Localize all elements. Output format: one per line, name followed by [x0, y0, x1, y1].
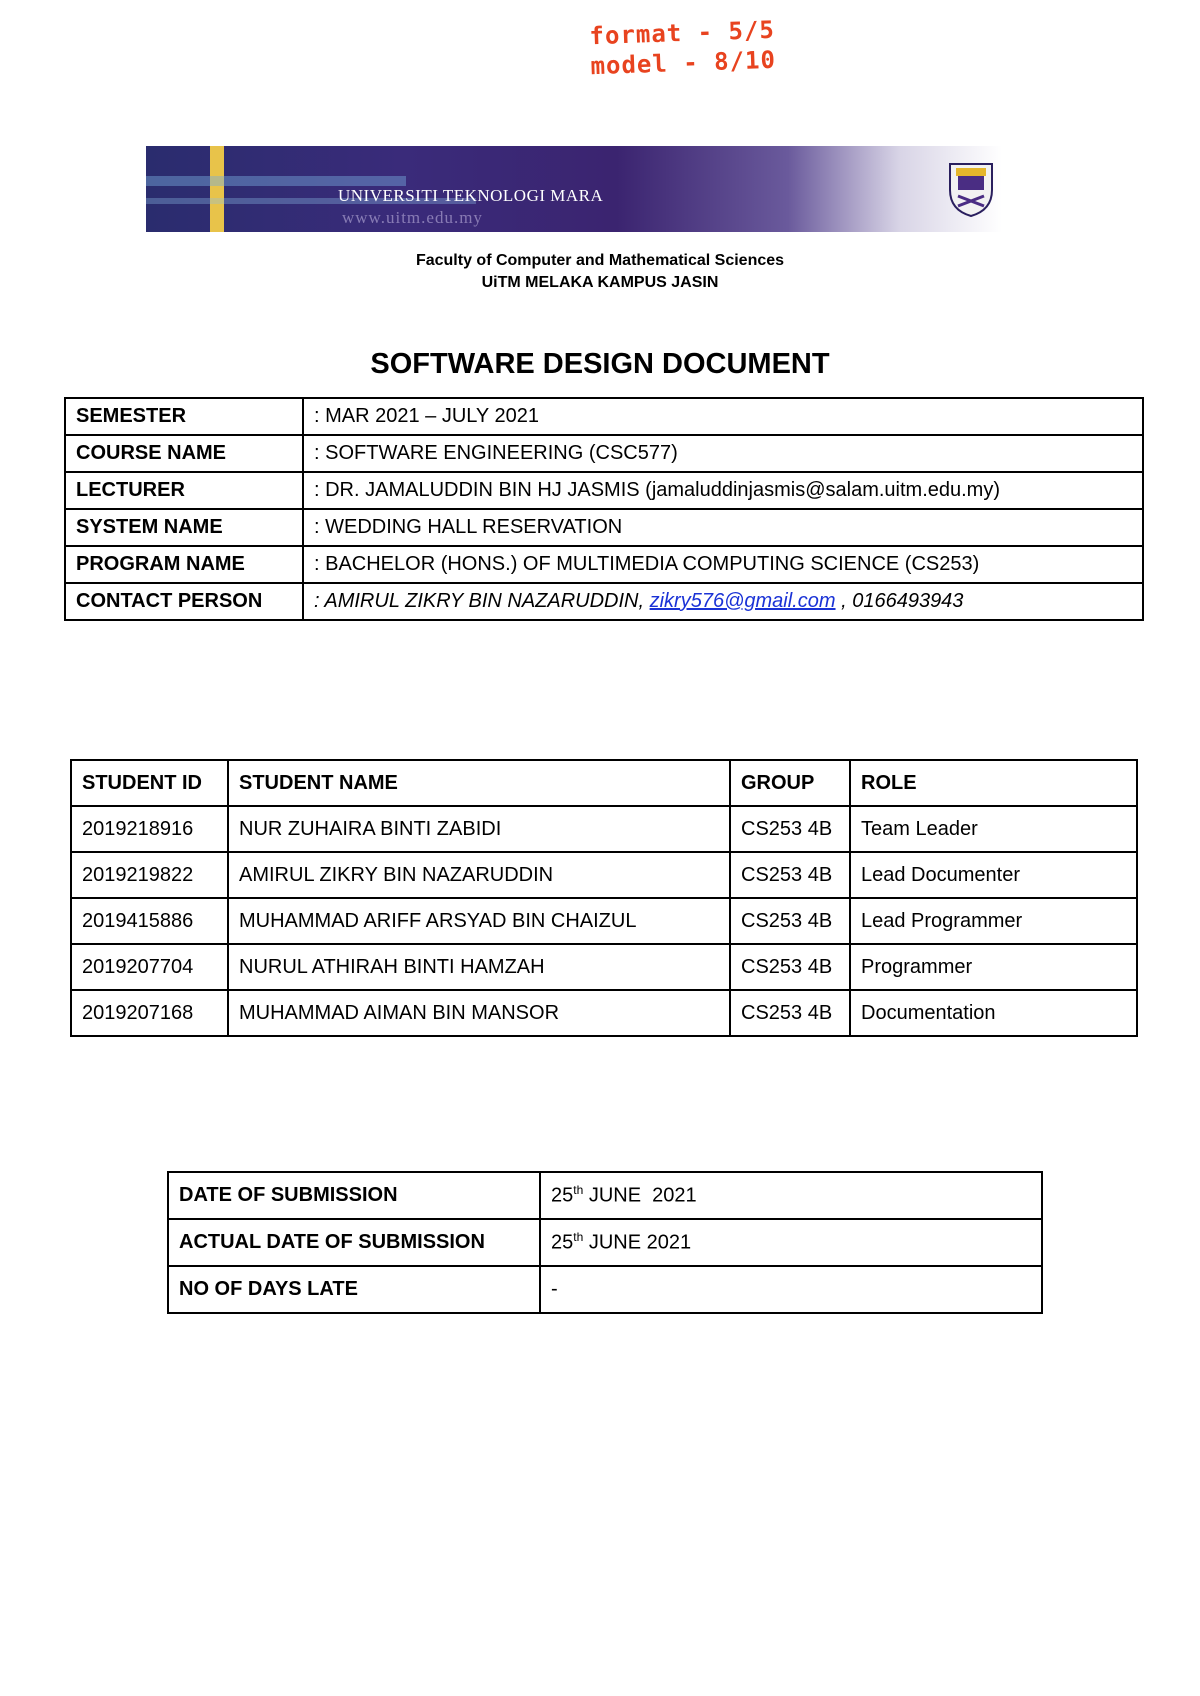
semester-label: SEMESTER — [65, 398, 303, 435]
actual-submission-label: ACTUAL DATE OF SUBMISSION — [168, 1219, 540, 1266]
program-value: : BACHELOR (HONS.) OF MULTIMEDIA COMPUTING SCIENCE (CS253) — [303, 546, 1143, 583]
submission-value: 25th JUNE 2021 — [540, 1172, 1042, 1219]
annotation-line-model: model - 8/10 — [590, 45, 777, 81]
course-value: : SOFTWARE ENGINEERING (CSC577) — [303, 435, 1143, 472]
student-group: CS253 4B — [730, 898, 850, 944]
info-row-system — [65, 509, 1143, 546]
header-student-id: STUDENT ID — [71, 760, 228, 806]
page-title: SOFTWARE DESIGN DOCUMENT — [370, 348, 830, 380]
info-row-lecturer — [65, 472, 1143, 509]
days-late-value: - — [540, 1266, 1042, 1313]
table-row — [71, 944, 1137, 990]
student-id: 2019218916 — [71, 806, 228, 852]
student-role: Programmer — [850, 944, 1137, 990]
contact-name: : AMIRUL ZIKRY BIN NAZARUDDIN, — [314, 590, 650, 612]
header-role: ROLE — [850, 760, 1137, 806]
lecturer-label: LECTURER — [65, 472, 303, 509]
student-name: AMIRUL ZIKRY BIN NAZARUDDIN — [228, 852, 730, 898]
student-group: CS253 4B — [730, 806, 850, 852]
uitm-crest-icon — [946, 160, 996, 218]
contact-label: CONTACT PERSON — [65, 583, 303, 620]
handwritten-grade-annotation — [589, 15, 776, 81]
course-label: COURSE NAME — [65, 435, 303, 472]
student-id: 2019207168 — [71, 990, 228, 1036]
student-name: MUHAMMAD AIMAN BIN MANSOR — [228, 990, 730, 1036]
header-student-name: STUDENT NAME — [228, 760, 730, 806]
contact-email-link[interactable]: zikry576@gmail.com — [649, 590, 836, 612]
system-label: SYSTEM NAME — [65, 509, 303, 546]
annotation-line-format: format - 5/5 — [589, 15, 776, 51]
student-group: CS253 4B — [730, 944, 850, 990]
info-row-program — [65, 546, 1143, 583]
faculty-name: Faculty of Computer and Mathematical Sciences — [415, 252, 785, 269]
university-banner — [146, 146, 1002, 232]
actual-submission-value: 25th JUNE 2021 — [540, 1219, 1042, 1266]
student-name: NURUL ATHIRAH BINTI HAMZAH — [228, 944, 730, 990]
student-role: Lead Documenter — [850, 852, 1137, 898]
student-id: 2019219822 — [71, 852, 228, 898]
student-id: 2019207704 — [71, 944, 228, 990]
university-name: UNIVERSITI TEKNOLOGI MARA — [338, 186, 604, 205]
student-name: NUR ZUHAIRA BINTI ZABIDI — [228, 806, 730, 852]
student-role: Documentation — [850, 990, 1137, 1036]
info-row-course — [65, 435, 1143, 472]
contact-value — [303, 583, 1143, 620]
student-role: Lead Programmer — [850, 898, 1137, 944]
info-row-contact — [65, 583, 1143, 620]
table-row — [71, 852, 1137, 898]
semester-value: : MAR 2021 – JULY 2021 — [303, 398, 1143, 435]
submission-row — [168, 1172, 1042, 1219]
campus-name: UiTM MELAKA KAMPUS JASIN — [481, 274, 719, 291]
contact-phone: , 0166493943 — [835, 590, 964, 612]
student-table-header — [71, 760, 1137, 806]
submission-table — [167, 1171, 1043, 1314]
student-group: CS253 4B — [730, 852, 850, 898]
table-row — [71, 990, 1137, 1036]
days-late-row — [168, 1266, 1042, 1313]
student-table — [70, 759, 1138, 1037]
table-row — [71, 806, 1137, 852]
student-group: CS253 4B — [730, 990, 850, 1036]
info-row-semester — [65, 398, 1143, 435]
student-id: 2019415886 — [71, 898, 228, 944]
system-value: : WEDDING HALL RESERVATION — [303, 509, 1143, 546]
course-info-table — [64, 397, 1144, 621]
actual-submission-row — [168, 1219, 1042, 1266]
header-group: GROUP — [730, 760, 850, 806]
lecturer-value: : DR. JAMALUDDIN BIN HJ JASMIS (jamaluddinjasmis@salam.uitm.edu.my) — [303, 472, 1143, 509]
program-label: PROGRAM NAME — [65, 546, 303, 583]
submission-label: DATE OF SUBMISSION — [168, 1172, 540, 1219]
student-role: Team Leader — [850, 806, 1137, 852]
table-row — [71, 898, 1137, 944]
student-name: MUHAMMAD ARIFF ARSYAD BIN CHAIZUL — [228, 898, 730, 944]
days-late-label: NO OF DAYS LATE — [168, 1266, 540, 1313]
university-website: www.uitm.edu.my — [342, 208, 483, 227]
